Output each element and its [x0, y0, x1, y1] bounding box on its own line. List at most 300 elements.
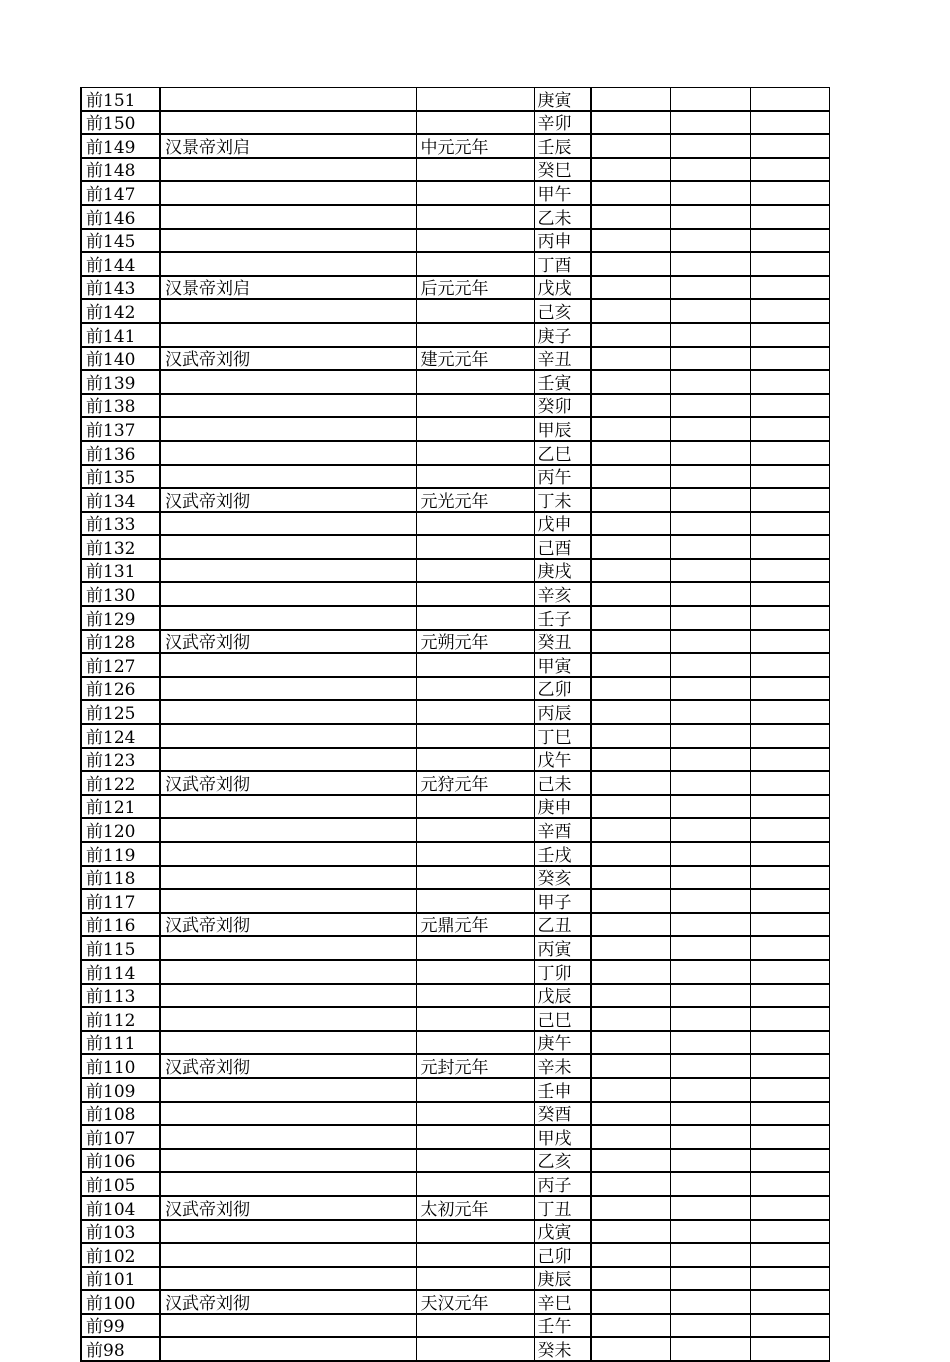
era-name-cell[interactable] [416, 417, 534, 441]
empty-cell[interactable] [591, 1172, 670, 1196]
empty-cell[interactable] [750, 936, 829, 960]
year-cell[interactable]: 前148 [81, 158, 160, 182]
year-cell[interactable]: 前104 [81, 1196, 160, 1220]
year-cell[interactable]: 前115 [81, 936, 160, 960]
empty-cell[interactable] [591, 370, 670, 394]
ganzhi-cell[interactable]: 己巳 [534, 1007, 591, 1031]
year-cell[interactable]: 前141 [81, 323, 160, 347]
empty-cell[interactable] [591, 111, 670, 135]
ganzhi-cell[interactable]: 癸卯 [534, 394, 591, 418]
empty-cell[interactable] [670, 465, 750, 489]
empty-cell[interactable] [670, 488, 750, 512]
empty-cell[interactable] [591, 889, 670, 913]
empty-cell[interactable] [670, 1196, 750, 1220]
era-name-cell[interactable] [416, 936, 534, 960]
year-cell[interactable]: 前147 [81, 181, 160, 205]
ganzhi-cell[interactable]: 庚辰 [534, 1267, 591, 1291]
year-cell[interactable]: 前101 [81, 1267, 160, 1291]
empty-cell[interactable] [591, 1196, 670, 1220]
year-cell[interactable]: 前140 [81, 347, 160, 371]
ganzhi-cell[interactable]: 己酉 [534, 535, 591, 559]
ganzhi-cell[interactable]: 壬午 [534, 1314, 591, 1338]
empty-cell[interactable] [591, 1125, 670, 1149]
empty-cell[interactable] [591, 1007, 670, 1031]
empty-cell[interactable] [670, 630, 750, 654]
empty-cell[interactable] [670, 323, 750, 347]
ganzhi-cell[interactable]: 乙巳 [534, 441, 591, 465]
emperor-cell[interactable] [160, 252, 416, 276]
empty-cell[interactable] [670, 276, 750, 300]
empty-cell[interactable] [750, 88, 829, 111]
empty-cell[interactable] [591, 158, 670, 182]
empty-cell[interactable] [670, 394, 750, 418]
empty-cell[interactable] [591, 913, 670, 937]
era-name-cell[interactable] [416, 889, 534, 913]
empty-cell[interactable] [670, 158, 750, 182]
empty-cell[interactable] [750, 465, 829, 489]
empty-cell[interactable] [750, 1220, 829, 1244]
era-name-cell[interactable]: 元朔元年 [416, 630, 534, 654]
year-cell[interactable]: 前146 [81, 205, 160, 229]
ganzhi-cell[interactable]: 戊寅 [534, 1220, 591, 1244]
empty-cell[interactable] [591, 347, 670, 371]
era-name-cell[interactable] [416, 842, 534, 866]
empty-cell[interactable] [750, 488, 829, 512]
empty-cell[interactable] [591, 1314, 670, 1338]
era-name-cell[interactable] [416, 653, 534, 677]
empty-cell[interactable] [750, 1007, 829, 1031]
empty-cell[interactable] [750, 1337, 829, 1361]
era-name-cell[interactable] [416, 465, 534, 489]
empty-cell[interactable] [591, 795, 670, 819]
emperor-cell[interactable] [160, 606, 416, 630]
empty-cell[interactable] [670, 1054, 750, 1078]
empty-cell[interactable] [591, 1337, 670, 1361]
empty-cell[interactable] [750, 1172, 829, 1196]
year-cell[interactable]: 前110 [81, 1054, 160, 1078]
empty-cell[interactable] [750, 1078, 829, 1102]
empty-cell[interactable] [670, 606, 750, 630]
empty-cell[interactable] [591, 606, 670, 630]
empty-cell[interactable] [591, 866, 670, 890]
ganzhi-cell[interactable]: 丙子 [534, 1172, 591, 1196]
empty-cell[interactable] [591, 252, 670, 276]
ganzhi-cell[interactable]: 辛酉 [534, 818, 591, 842]
ganzhi-cell[interactable]: 己未 [534, 771, 591, 795]
ganzhi-cell[interactable]: 戊申 [534, 512, 591, 536]
year-cell[interactable]: 前123 [81, 748, 160, 772]
empty-cell[interactable] [591, 134, 670, 158]
era-name-cell[interactable] [416, 1243, 534, 1267]
emperor-cell[interactable] [160, 653, 416, 677]
era-name-cell[interactable] [416, 535, 534, 559]
era-name-cell[interactable]: 元狩元年 [416, 771, 534, 795]
empty-cell[interactable] [670, 913, 750, 937]
empty-cell[interactable] [670, 984, 750, 1008]
era-name-cell[interactable] [416, 323, 534, 347]
empty-cell[interactable] [750, 1196, 829, 1220]
era-name-cell[interactable] [416, 1007, 534, 1031]
year-cell[interactable]: 前137 [81, 417, 160, 441]
year-cell[interactable]: 前99 [81, 1314, 160, 1338]
emperor-cell[interactable] [160, 1337, 416, 1361]
empty-cell[interactable] [591, 276, 670, 300]
empty-cell[interactable] [670, 111, 750, 135]
era-name-cell[interactable] [416, 1125, 534, 1149]
empty-cell[interactable] [591, 842, 670, 866]
empty-cell[interactable] [670, 1007, 750, 1031]
empty-cell[interactable] [670, 1243, 750, 1267]
ganzhi-cell[interactable]: 辛卯 [534, 111, 591, 135]
empty-cell[interactable] [591, 1031, 670, 1055]
year-cell[interactable]: 前133 [81, 512, 160, 536]
era-name-cell[interactable] [416, 1172, 534, 1196]
year-cell[interactable]: 前116 [81, 913, 160, 937]
empty-cell[interactable] [750, 1243, 829, 1267]
empty-cell[interactable] [750, 417, 829, 441]
ganzhi-cell[interactable]: 庚寅 [534, 88, 591, 111]
era-name-cell[interactable] [416, 700, 534, 724]
empty-cell[interactable] [670, 1172, 750, 1196]
ganzhi-cell[interactable]: 甲子 [534, 889, 591, 913]
year-cell[interactable]: 前125 [81, 700, 160, 724]
empty-cell[interactable] [670, 512, 750, 536]
empty-cell[interactable] [591, 394, 670, 418]
empty-cell[interactable] [591, 936, 670, 960]
emperor-cell[interactable] [160, 512, 416, 536]
empty-cell[interactable] [670, 88, 750, 111]
emperor-cell[interactable]: 汉景帝刘启 [160, 276, 416, 300]
era-name-cell[interactable] [416, 724, 534, 748]
year-cell[interactable]: 前111 [81, 1031, 160, 1055]
ganzhi-cell[interactable]: 甲辰 [534, 417, 591, 441]
emperor-cell[interactable] [160, 1172, 416, 1196]
era-name-cell[interactable]: 元鼎元年 [416, 913, 534, 937]
emperor-cell[interactable] [160, 748, 416, 772]
empty-cell[interactable] [750, 677, 829, 701]
empty-cell[interactable] [670, 771, 750, 795]
emperor-cell[interactable] [160, 158, 416, 182]
ganzhi-cell[interactable]: 癸丑 [534, 630, 591, 654]
emperor-cell[interactable] [160, 1125, 416, 1149]
year-cell[interactable]: 前134 [81, 488, 160, 512]
empty-cell[interactable] [750, 795, 829, 819]
emperor-cell[interactable]: 汉武帝刘彻 [160, 1196, 416, 1220]
empty-cell[interactable] [750, 347, 829, 371]
empty-cell[interactable] [750, 1054, 829, 1078]
year-cell[interactable]: 前114 [81, 960, 160, 984]
year-cell[interactable]: 前131 [81, 559, 160, 583]
era-name-cell[interactable]: 建元元年 [416, 347, 534, 371]
emperor-cell[interactable] [160, 1149, 416, 1173]
year-cell[interactable]: 前149 [81, 134, 160, 158]
empty-cell[interactable] [591, 960, 670, 984]
empty-cell[interactable] [750, 700, 829, 724]
ganzhi-cell[interactable]: 戊戌 [534, 276, 591, 300]
ganzhi-cell[interactable]: 壬辰 [534, 134, 591, 158]
ganzhi-cell[interactable]: 辛丑 [534, 347, 591, 371]
empty-cell[interactable] [750, 866, 829, 890]
year-cell[interactable]: 前151 [81, 88, 160, 111]
era-name-cell[interactable] [416, 984, 534, 1008]
empty-cell[interactable] [591, 1290, 670, 1314]
year-cell[interactable]: 前118 [81, 866, 160, 890]
empty-cell[interactable] [750, 606, 829, 630]
ganzhi-cell[interactable]: 庚午 [534, 1031, 591, 1055]
emperor-cell[interactable] [160, 700, 416, 724]
empty-cell[interactable] [750, 818, 829, 842]
year-cell[interactable]: 前127 [81, 653, 160, 677]
emperor-cell[interactable]: 汉武帝刘彻 [160, 1290, 416, 1314]
year-cell[interactable]: 前142 [81, 299, 160, 323]
empty-cell[interactable] [591, 1243, 670, 1267]
ganzhi-cell[interactable]: 乙卯 [534, 677, 591, 701]
era-name-cell[interactable] [416, 158, 534, 182]
ganzhi-cell[interactable]: 丁酉 [534, 252, 591, 276]
empty-cell[interactable] [670, 417, 750, 441]
empty-cell[interactable] [591, 748, 670, 772]
era-name-cell[interactable] [416, 252, 534, 276]
era-name-cell[interactable] [416, 441, 534, 465]
ganzhi-cell[interactable]: 甲戌 [534, 1125, 591, 1149]
emperor-cell[interactable] [160, 936, 416, 960]
era-name-cell[interactable] [416, 582, 534, 606]
era-name-cell[interactable] [416, 370, 534, 394]
empty-cell[interactable] [750, 1031, 829, 1055]
ganzhi-cell[interactable]: 癸亥 [534, 866, 591, 890]
year-cell[interactable]: 前121 [81, 795, 160, 819]
emperor-cell[interactable] [160, 677, 416, 701]
empty-cell[interactable] [750, 276, 829, 300]
era-name-cell[interactable]: 中元元年 [416, 134, 534, 158]
empty-cell[interactable] [750, 441, 829, 465]
year-cell[interactable]: 前107 [81, 1125, 160, 1149]
empty-cell[interactable] [670, 889, 750, 913]
empty-cell[interactable] [750, 252, 829, 276]
empty-cell[interactable] [750, 1267, 829, 1291]
year-cell[interactable]: 前120 [81, 818, 160, 842]
empty-cell[interactable] [670, 818, 750, 842]
empty-cell[interactable] [670, 1125, 750, 1149]
empty-cell[interactable] [591, 559, 670, 583]
emperor-cell[interactable] [160, 559, 416, 583]
empty-cell[interactable] [670, 582, 750, 606]
year-cell[interactable]: 前132 [81, 535, 160, 559]
empty-cell[interactable] [670, 1031, 750, 1055]
empty-cell[interactable] [591, 417, 670, 441]
ganzhi-cell[interactable]: 辛巳 [534, 1290, 591, 1314]
emperor-cell[interactable] [160, 724, 416, 748]
empty-cell[interactable] [591, 630, 670, 654]
emperor-cell[interactable] [160, 181, 416, 205]
empty-cell[interactable] [670, 134, 750, 158]
year-cell[interactable]: 前103 [81, 1220, 160, 1244]
empty-cell[interactable] [750, 1314, 829, 1338]
emperor-cell[interactable] [160, 889, 416, 913]
year-cell[interactable]: 前130 [81, 582, 160, 606]
emperor-cell[interactable] [160, 1314, 416, 1338]
emperor-cell[interactable] [160, 984, 416, 1008]
empty-cell[interactable] [750, 984, 829, 1008]
emperor-cell[interactable]: 汉武帝刘彻 [160, 1054, 416, 1078]
empty-cell[interactable] [670, 1337, 750, 1361]
emperor-cell[interactable] [160, 1007, 416, 1031]
empty-cell[interactable] [670, 347, 750, 371]
emperor-cell[interactable]: 汉武帝刘彻 [160, 630, 416, 654]
era-name-cell[interactable] [416, 512, 534, 536]
empty-cell[interactable] [750, 1102, 829, 1126]
empty-cell[interactable] [670, 936, 750, 960]
empty-cell[interactable] [670, 1314, 750, 1338]
ganzhi-cell[interactable]: 壬戌 [534, 842, 591, 866]
empty-cell[interactable] [750, 181, 829, 205]
emperor-cell[interactable] [160, 394, 416, 418]
empty-cell[interactable] [591, 700, 670, 724]
empty-cell[interactable] [591, 1102, 670, 1126]
empty-cell[interactable] [750, 724, 829, 748]
ganzhi-cell[interactable]: 戊辰 [534, 984, 591, 1008]
empty-cell[interactable] [670, 441, 750, 465]
era-name-cell[interactable]: 天汉元年 [416, 1290, 534, 1314]
empty-cell[interactable] [670, 370, 750, 394]
era-name-cell[interactable] [416, 229, 534, 253]
empty-cell[interactable] [670, 1290, 750, 1314]
empty-cell[interactable] [670, 866, 750, 890]
emperor-cell[interactable] [160, 1220, 416, 1244]
empty-cell[interactable] [750, 1125, 829, 1149]
ganzhi-cell[interactable]: 癸巳 [534, 158, 591, 182]
empty-cell[interactable] [670, 181, 750, 205]
empty-cell[interactable] [750, 748, 829, 772]
ganzhi-cell[interactable]: 己亥 [534, 299, 591, 323]
era-name-cell[interactable] [416, 1031, 534, 1055]
era-name-cell[interactable] [416, 960, 534, 984]
ganzhi-cell[interactable]: 癸未 [534, 1337, 591, 1361]
ganzhi-cell[interactable]: 丙午 [534, 465, 591, 489]
empty-cell[interactable] [750, 111, 829, 135]
year-cell[interactable]: 前98 [81, 1337, 160, 1361]
empty-cell[interactable] [670, 795, 750, 819]
year-cell[interactable]: 前108 [81, 1102, 160, 1126]
year-cell[interactable]: 前150 [81, 111, 160, 135]
empty-cell[interactable] [591, 724, 670, 748]
ganzhi-cell[interactable]: 丁巳 [534, 724, 591, 748]
emperor-cell[interactable] [160, 299, 416, 323]
year-cell[interactable]: 前138 [81, 394, 160, 418]
empty-cell[interactable] [591, 1267, 670, 1291]
empty-cell[interactable] [591, 465, 670, 489]
era-name-cell[interactable] [416, 1337, 534, 1361]
year-cell[interactable]: 前112 [81, 1007, 160, 1031]
ganzhi-cell[interactable]: 壬寅 [534, 370, 591, 394]
emperor-cell[interactable] [160, 229, 416, 253]
era-name-cell[interactable] [416, 1149, 534, 1173]
ganzhi-cell[interactable]: 辛未 [534, 1054, 591, 1078]
emperor-cell[interactable] [160, 842, 416, 866]
empty-cell[interactable] [591, 229, 670, 253]
emperor-cell[interactable]: 汉武帝刘彻 [160, 771, 416, 795]
year-cell[interactable]: 前119 [81, 842, 160, 866]
era-name-cell[interactable] [416, 1078, 534, 1102]
empty-cell[interactable] [670, 1102, 750, 1126]
empty-cell[interactable] [750, 229, 829, 253]
year-cell[interactable]: 前106 [81, 1149, 160, 1173]
ganzhi-cell[interactable]: 甲寅 [534, 653, 591, 677]
year-cell[interactable]: 前139 [81, 370, 160, 394]
empty-cell[interactable] [591, 535, 670, 559]
empty-cell[interactable] [750, 889, 829, 913]
ganzhi-cell[interactable]: 丁卯 [534, 960, 591, 984]
ganzhi-cell[interactable]: 辛亥 [534, 582, 591, 606]
ganzhi-cell[interactable]: 乙丑 [534, 913, 591, 937]
empty-cell[interactable] [750, 205, 829, 229]
empty-cell[interactable] [750, 1149, 829, 1173]
era-name-cell[interactable] [416, 1314, 534, 1338]
empty-cell[interactable] [750, 299, 829, 323]
emperor-cell[interactable] [160, 1031, 416, 1055]
empty-cell[interactable] [750, 134, 829, 158]
empty-cell[interactable] [591, 1078, 670, 1102]
year-cell[interactable]: 前135 [81, 465, 160, 489]
empty-cell[interactable] [750, 913, 829, 937]
era-name-cell[interactable] [416, 1102, 534, 1126]
emperor-cell[interactable] [160, 441, 416, 465]
era-name-cell[interactable] [416, 818, 534, 842]
emperor-cell[interactable] [160, 88, 416, 111]
year-cell[interactable]: 前100 [81, 1290, 160, 1314]
empty-cell[interactable] [591, 441, 670, 465]
empty-cell[interactable] [670, 1078, 750, 1102]
empty-cell[interactable] [591, 984, 670, 1008]
year-cell[interactable]: 前145 [81, 229, 160, 253]
year-cell[interactable]: 前136 [81, 441, 160, 465]
year-cell[interactable]: 前102 [81, 1243, 160, 1267]
year-cell[interactable]: 前129 [81, 606, 160, 630]
emperor-cell[interactable] [160, 795, 416, 819]
empty-cell[interactable] [591, 771, 670, 795]
empty-cell[interactable] [670, 724, 750, 748]
empty-cell[interactable] [750, 394, 829, 418]
era-name-cell[interactable] [416, 866, 534, 890]
empty-cell[interactable] [591, 1054, 670, 1078]
empty-cell[interactable] [750, 842, 829, 866]
emperor-cell[interactable] [160, 111, 416, 135]
emperor-cell[interactable] [160, 1102, 416, 1126]
year-cell[interactable]: 前144 [81, 252, 160, 276]
era-name-cell[interactable] [416, 677, 534, 701]
empty-cell[interactable] [591, 582, 670, 606]
year-cell[interactable]: 前105 [81, 1172, 160, 1196]
emperor-cell[interactable] [160, 535, 416, 559]
era-name-cell[interactable] [416, 559, 534, 583]
empty-cell[interactable] [670, 229, 750, 253]
empty-cell[interactable] [750, 771, 829, 795]
ganzhi-cell[interactable]: 庚申 [534, 795, 591, 819]
year-cell[interactable]: 前109 [81, 1078, 160, 1102]
empty-cell[interactable] [670, 960, 750, 984]
emperor-cell[interactable] [160, 1267, 416, 1291]
emperor-cell[interactable] [160, 465, 416, 489]
empty-cell[interactable] [750, 323, 829, 347]
emperor-cell[interactable] [160, 582, 416, 606]
ganzhi-cell[interactable]: 丙辰 [534, 700, 591, 724]
ganzhi-cell[interactable]: 甲午 [534, 181, 591, 205]
emperor-cell[interactable] [160, 417, 416, 441]
empty-cell[interactable] [670, 559, 750, 583]
empty-cell[interactable] [750, 512, 829, 536]
empty-cell[interactable] [750, 535, 829, 559]
empty-cell[interactable] [670, 299, 750, 323]
